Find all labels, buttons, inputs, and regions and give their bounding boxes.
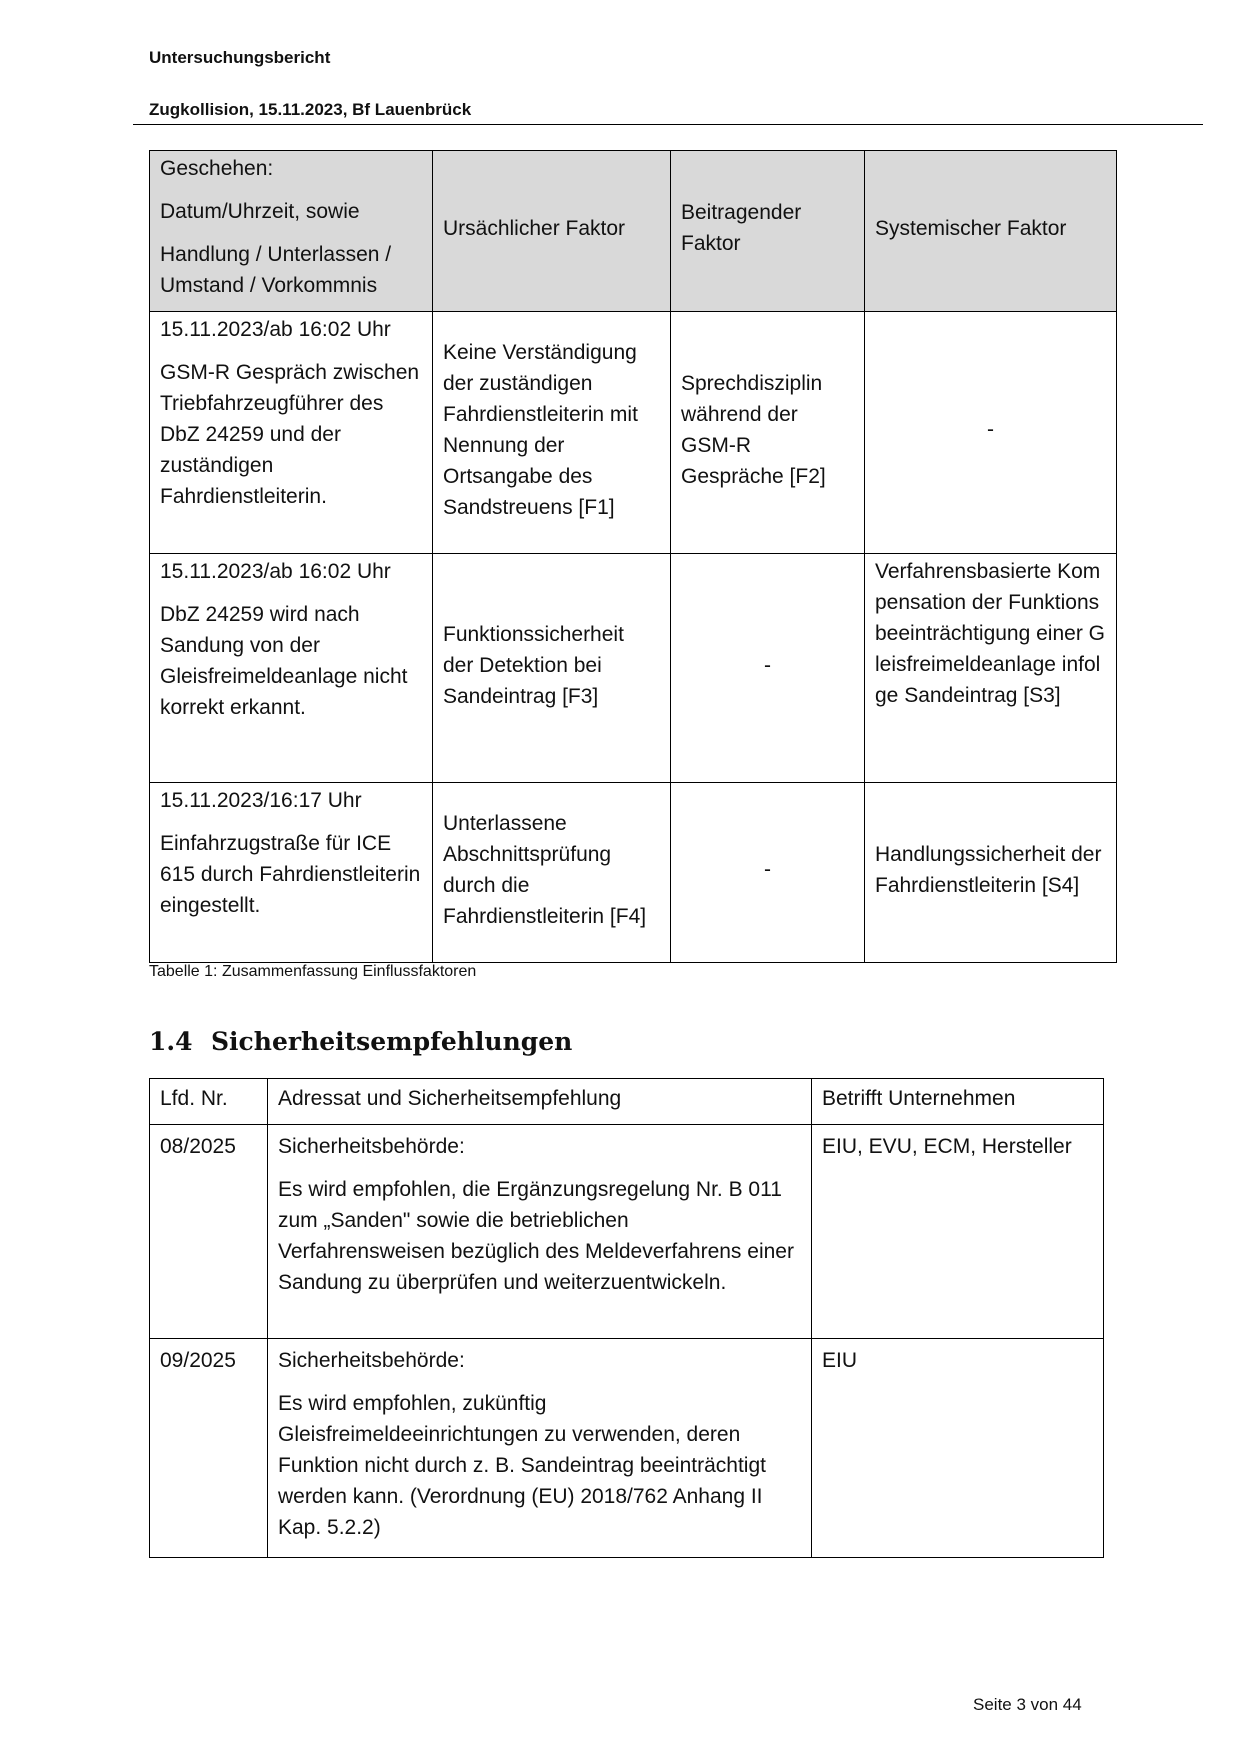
section-number: 1.4: [149, 1027, 193, 1056]
systemic-factor: Handlungssicherheit der Fahrdienstleiterin [S4]: [865, 783, 1117, 963]
header-event-line3: Handlung / Unterlassen / Umstand / Vorkommnis: [160, 243, 392, 297]
report-title: Untersuchungsbericht: [149, 48, 331, 67]
recommendation-number: 08/2025: [150, 1125, 268, 1339]
section-title: Sicherheitsempfehlungen: [211, 1027, 573, 1056]
table-row: [150, 1339, 1104, 1558]
event-cell: [150, 554, 433, 783]
event-cell: [150, 783, 433, 963]
systemic-factor: Verfahrensbasierte Kompensation der Funktionsbeeinträchtigung einer Gleisfreimeldeanlage infolge Sandeintrag [S3]: [865, 554, 1117, 783]
recommendation-text: Es wird empfohlen, die Ergänzungsregelung Nr. B 011 zum „Sanden" sowie die betrieblichen Verfahrensweisen bezüglich des Meldeverfahrens einer Sandung zu überprüfen und weiterzuentwickeln.: [278, 1178, 794, 1294]
header-number: Lfd. Nr.: [150, 1079, 268, 1125]
recommendation-cell: [268, 1339, 812, 1558]
table-row: [150, 554, 1117, 783]
section-heading: [149, 1027, 572, 1056]
header-divider: [133, 124, 1203, 125]
header-contributing: Beitragender Faktor: [671, 151, 865, 312]
event-datetime: 15.11.2023/ab 16:02 Uhr: [160, 318, 391, 341]
header-event: [150, 151, 433, 312]
header-event-line2: Datum/Uhrzeit, sowie: [160, 200, 360, 223]
report-subtitle: Zugkollision, 15.11.2023, Bf Lauenbrück: [149, 100, 472, 119]
recommendation-cell: [268, 1125, 812, 1339]
header-recommendation: Adressat und Sicherheitsempfehlung: [268, 1079, 812, 1125]
event-datetime: 15.11.2023/16:17 Uhr: [160, 789, 362, 812]
causal-factor: Funktionssicherheit der Detektion bei Sandeintrag [F3]: [433, 554, 671, 783]
causal-factor: Keine Verständigung der zuständigen Fahrdienstleiterin mit Nennung der Ortsangabe des Sandstreuens [F1]: [433, 312, 671, 554]
recommendation-addressee: Sicherheitsbehörde:: [278, 1135, 465, 1158]
table-caption: Tabelle 1: Zusammenfassung Einflussfaktoren: [149, 963, 477, 980]
contributing-factor: -: [671, 783, 865, 963]
table-row: [150, 312, 1117, 554]
event-description: GSM-R Gespräch zwischen Triebfahrzeugführer des DbZ 24259 und der zuständigen Fahrdienstleiterin.: [160, 361, 420, 508]
event-cell: [150, 312, 433, 554]
table-row: [150, 1125, 1104, 1339]
header-affected: Betrifft Unternehmen: [812, 1079, 1104, 1125]
causal-factor: Unterlassene Abschnittsprüfung durch die Fahrdienstleiterin [F4]: [433, 783, 671, 963]
header-event-line1: Geschehen:: [160, 157, 274, 180]
recommendations-table: [149, 1078, 1104, 1558]
table-header-row: [150, 151, 1117, 312]
factors-table: [149, 150, 1117, 963]
affected-companies: EIU, EVU, ECM, Hersteller: [812, 1125, 1104, 1339]
event-description: DbZ 24259 wird nach Sandung von der Gleisfreimeldeanlage nicht korrekt erkannt.: [160, 603, 408, 719]
event-datetime: 15.11.2023/ab 16:02 Uhr: [160, 560, 391, 583]
recommendation-number: 09/2025: [150, 1339, 268, 1558]
contributing-factor: Sprechdisziplin während der GSM-R Gespräche [F2]: [671, 312, 865, 554]
header-causal: Ursächlicher Faktor: [433, 151, 671, 312]
recommendation-text: Es wird empfohlen, zukünftig Gleisfreimeldeeinrichtungen zu verwenden, deren Funktion nicht durch z. B. Sandeintrag beeinträchtigt werden kann. (Verordnung (EU) 2018/762 Anhang II Kap. 5.2.2): [278, 1392, 766, 1539]
table-header-row: [150, 1079, 1104, 1125]
page-number: Seite 3 von 44: [973, 1695, 1082, 1714]
table-row: [150, 783, 1117, 963]
affected-companies: EIU: [812, 1339, 1104, 1558]
event-description: Einfahrzugstraße für ICE 615 durch Fahrdienstleiterin eingestellt.: [160, 832, 421, 917]
header-systemic: Systemischer Faktor: [865, 151, 1117, 312]
contributing-factor: -: [671, 554, 865, 783]
recommendation-addressee: Sicherheitsbehörde:: [278, 1349, 465, 1372]
systemic-factor: -: [865, 312, 1117, 554]
